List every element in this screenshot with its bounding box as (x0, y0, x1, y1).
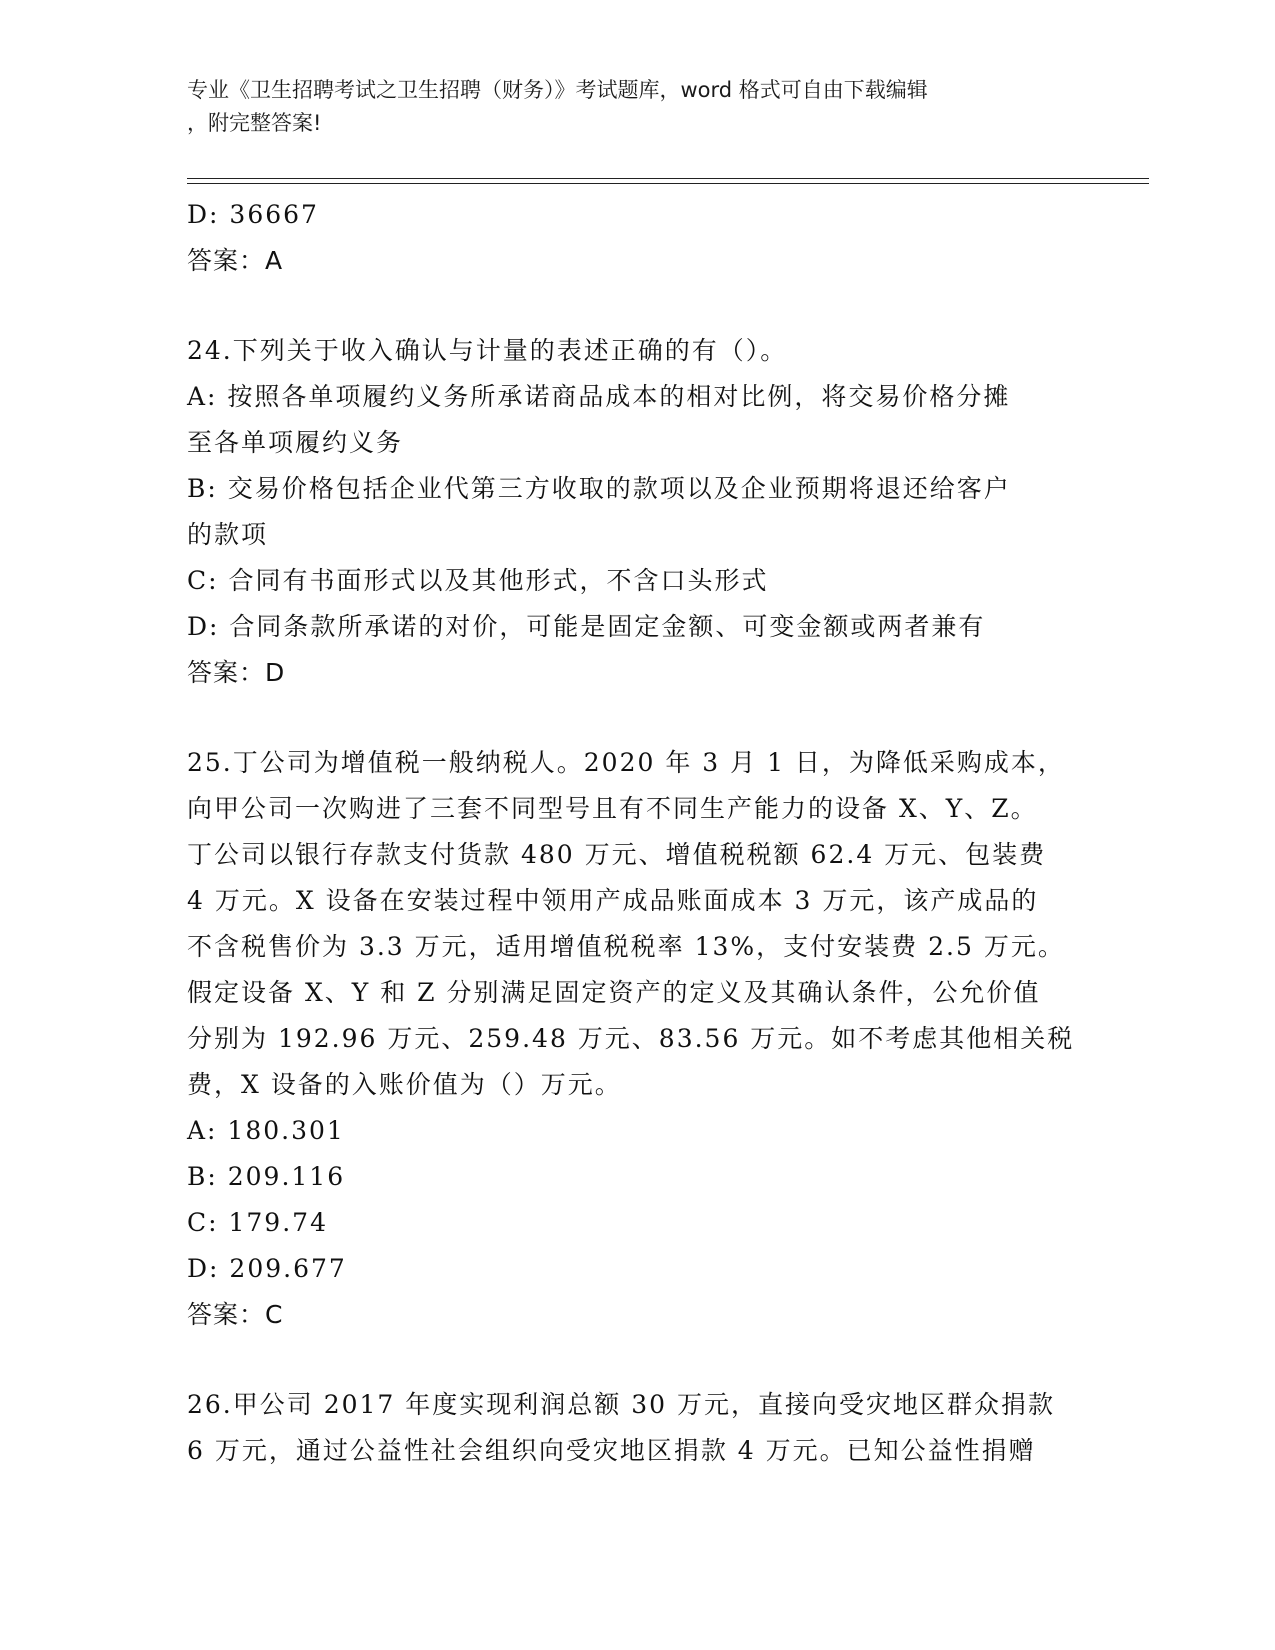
q25-answer: 答案：C (187, 1300, 284, 1329)
question-26 (187, 1382, 1077, 1474)
header-rule-top (187, 178, 1149, 179)
q24-option-a-line-1: A: 按照各单项履约义务所承诺商品成本的相对比例，将交易价格分摊 (187, 382, 1011, 411)
q25-stem-line-5: 不含税售价为 3.3 万元，适用增值税税率 13%，支付安装费 2.5 万元。 (187, 932, 1065, 961)
page-header (187, 74, 1067, 140)
q24-option-c: C: 合同有书面形式以及其他形式，不含口头形式 (187, 566, 769, 595)
q24-option-d: D: 合同条款所承诺的对价，可能是固定金额、可变金额或两者兼有 (187, 612, 986, 641)
question-24 (187, 328, 1077, 696)
document-body (187, 192, 1077, 1474)
q24-answer: 答案：D (187, 658, 286, 687)
q24-option-b-line-1: B: 交易价格包括企业代第三方收取的款项以及企业预期将退还给客户 (187, 474, 1011, 503)
q23-option-d: D: 36667 (187, 200, 319, 229)
q25-stem-line-2: 向甲公司一次购进了三套不同型号且有不同生产能力的设备 X、Y、Z。 (187, 794, 1038, 823)
question-25 (187, 740, 1077, 1338)
q25-option-a: A: 180.301 (187, 1116, 345, 1145)
question-23-tail (187, 192, 1077, 284)
q25-stem-line-6: 假定设备 X、Y 和 Z 分别满足固定资产的定义及其确认条件，公允价值 (187, 978, 1041, 1007)
q26-stem-line-1: 26.甲公司 2017 年度实现利润总额 30 万元，直接向受灾地区群众捐款 (187, 1390, 1055, 1419)
header-line-1: 专业《卫生招聘考试之卫生招聘（财务）》考试题库，word 格式可自由下载编辑 (187, 78, 928, 102)
q25-stem-line-3: 丁公司以银行存款支付货款 480 万元、增值税税额 62.4 万元、包装费 (187, 840, 1047, 869)
q25-stem-line-1: 25.丁公司为增值税一般纳税人。2020 年 3 月 1 日，为降低采购成本， (187, 748, 1065, 777)
header-line-2: ，附完整答案! (187, 111, 322, 135)
q24-option-a-line-2: 至各单项履约义务 (187, 428, 404, 457)
q25-option-b: B: 209.116 (187, 1162, 346, 1191)
header-rule-bottom (187, 183, 1149, 184)
q25-stem-line-8: 费，X 设备的入账价值为（）万元。 (187, 1070, 622, 1099)
q25-stem-line-4: 4 万元。X 设备在安装过程中领用产成品账面成本 3 万元，该产成品的 (187, 886, 1039, 915)
q24-stem: 24.下列关于收入确认与计量的表述正确的有（）。 (187, 336, 788, 365)
q25-option-c: C: 179.74 (187, 1208, 328, 1237)
q26-stem-line-2: 6 万元，通过公益性社会组织向受灾地区捐款 4 万元。已知公益性捐赠 (187, 1436, 1036, 1465)
q25-option-d: D: 209.677 (187, 1254, 347, 1283)
q24-option-b-line-2: 的款项 (187, 520, 269, 549)
q23-answer: 答案：A (187, 246, 284, 275)
q25-stem-line-7: 分别为 192.96 万元、259.48 万元、83.56 万元。如不考虑其他相关税 (187, 1024, 1075, 1053)
